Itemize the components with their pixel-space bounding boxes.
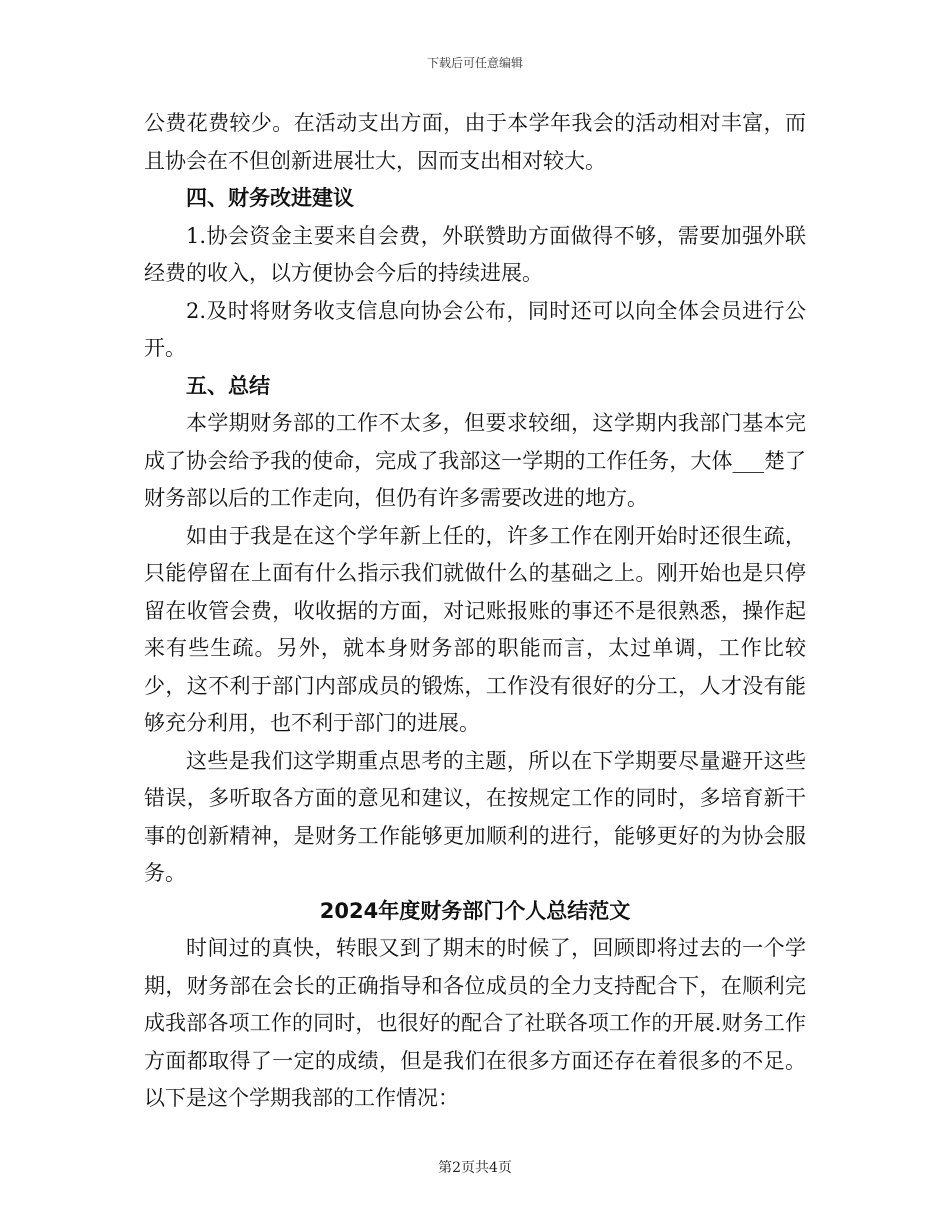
heading-improvement-suggestions: 四、财务改进建议 [186,186,354,210]
paragraph-suggestion-2: 2.及时将财务收支信息向协会公布，同时还可以向全体会员进行公开。 [144,298,806,360]
document-body [144,105,806,1118]
paragraph-expense-summary: 公费花费较少。在活动支出方面，由于本学年我会的活动相对丰富，而且协会在不但创新进展壮大，因而支出相对较大。 [144,111,806,173]
paragraph-summary-plan: 这些是我们这学期重点思考的主题，所以在下学期要尽量避开这些错误，多听取各方面的意见和建议，在按规定工作的同时，多培育新干事的创新精神，是财务工作能够更加顺利的进行，能够更好的为协会服务。 [144,748,806,885]
section-title: 2024年度财务部门个人总结范文 [319,898,631,923]
paragraph-summary-overview: 本学期财务部的工作不太多，但要求较细，这学期内我部门基本完成了协会给予我的使命，完成了我部这一学期的工作任务，大体___楚了财务部以后的工作走向，但仍有许多需要改进的地方。 [144,411,806,510]
paragraph-intro: 时间过的真快，转眼又到了期末的时候了，回顾即将过去的一个学期，财务部在会长的正确指导和各位成员的全力支持配合下，在顺利完成我部各项工作的同时，也很好的配合了社联各项工作的开展.财务工作方面都取得了一定的成绩，但是我们在很多方面还存在着很多的不足。以下是这个学期我部的工作情况： [144,936,806,1110]
heading-summary: 五、总结 [186,373,270,398]
page-header: 下载后可任意编辑 [426,56,523,70]
page-number: 第2页共4页 [438,1160,512,1176]
paragraph-summary-issues: 如由于我是在这个学年新上任的，许多工作在刚开始时还很生疏，只能停留在上面有什么指示我们就做什么的基础之上。刚开始也是只停留在收管会费，收收据的方面，对记账报账的事还不是很熟悉，操作起来有些生疏。另外，就本身财务部的职能而言，太过单调，工作比较少，这不利于部门内部成员的锻炼，工作没有很好的分工，人才没有能够充分利用，也不利于部门的进展。 [144,523,806,735]
paragraph-suggestion-1: 1.协会资金主要来自会费，外联赞助方面做得不够，需要加强外联经费的收入，以方便协会今后的持续进展。 [144,223,806,285]
